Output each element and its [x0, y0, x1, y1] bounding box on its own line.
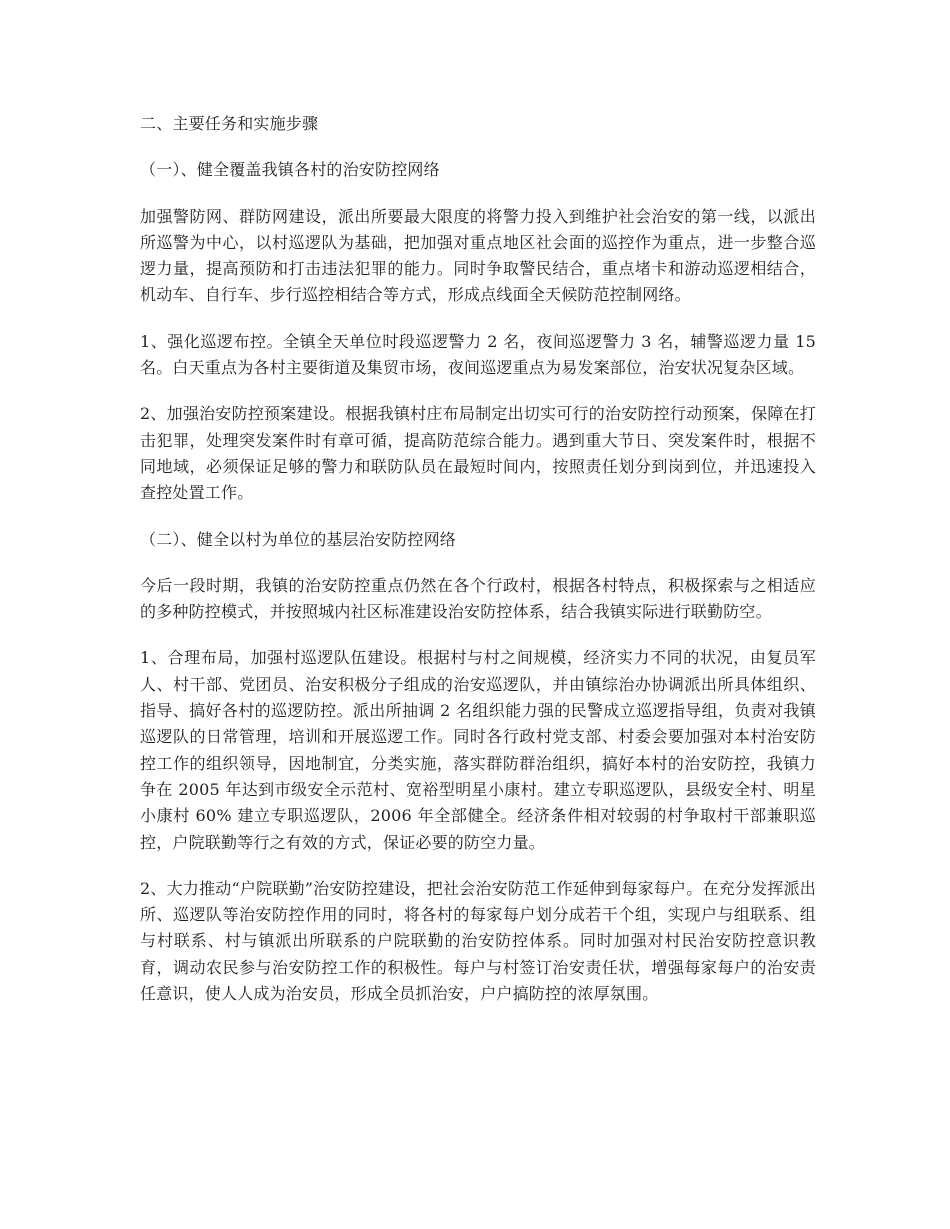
- subsection-1-intro: 加强警防网、群防网建设，派出所要最大限度的将警力投入到维护社会治安的第一线，以派出所巡警为中心，以村巡逻队为基础，把加强对重点地区社会面的巡控作为重点，进一步整合巡逻力量，提高预防和打击违法犯罪的能力。同时争取警民结合，重点堵卡和游动巡逻相结合，机动车、自行车、步行巡控相结合等方式，形成点线面全天候防范控制网络。: [140, 206, 816, 305]
- document-page: [140, 111, 816, 1027]
- subsection-1-item-2: 2、加强治安防控预案建设。根据我镇村庄布局制定出切实可行的治安防控行动预案，保障在打击犯罪，处理突发案件时有章可循，提高防范综合能力。遇到重大节日、突发案件时，根据不同地域，必须保证足够的警力和联防队员在最短时间内，按照责任划分到岗到位，并迅速投入查控处置工作。: [140, 404, 816, 503]
- subsection-2-item-2: 2、大力推动“户院联勤”治安防控建设，把社会治安防范工作延伸到每家每户。在充分发挥派出所、巡逻队等治安防控作用的同时，将各村的每家每户划分成若干个组，实现户与组联系、组与村联系、村与镇派出所联系的户院联勤的治安防控体系。同时加强对村民治安防控意识教育，调动农民参与治安防控工作的积极性。每户与村签订治安责任状，增强每家每户的治安责任意识，使人人成为治安员，形成全员抓治安，户户搞防控的浓厚氛围。: [140, 878, 816, 1004]
- subsection-1-item-1: 1、强化巡逻布控。全镇全天单位时段巡逻警力 2 名，夜间巡逻警力 3 名，辅警巡逻力量 15 名。白天重点为各村主要街道及集贸市场，夜间巡逻重点为易发案部位，治安状况复杂区域。: [140, 331, 816, 378]
- subsection-2-intro: 今后一段时期，我镇的治安防控重点仍然在各个行政村，根据各村特点，积极探索与之相适应的多种防控模式，并按照城内社区标准建设治安防控体系，结合我镇实际进行联勤防空。: [140, 575, 816, 622]
- section-heading: 二、主要任务和实施步骤: [140, 114, 319, 133]
- subsection-2-heading: （二）、健全以村为单位的基层治安防控网络: [140, 529, 457, 549]
- subsection-2-item-1: 1、合理布局，加强村巡逻队伍建设。根据村与村之间规模，经济实力不同的状况，由复员军人、村干部、党团员、治安积极分子组成的治安巡逻队，并由镇综治办协调派出所具体组织、指导、搞好各村的巡逻防控。派出所抽调 2 名组织能力强的民警成立巡逻指导组，负责对我镇巡逻队的日常管理，培训和开展巡逻工作。同时各行政村党支部、村委会要加强对本村治安防控工作的组织领导，因地制宜，分类实施，落实群防群治组织，搞好本村的治安防控，我镇力争在 2005 年达到市级安全示范村、宽裕型明星小康村。建立专职巡逻队，县级安全村、明星小康村 60% 建立专职巡逻队，2006 年全部健全。经济条件相对较弱的村争取村干部兼职巡控，户院联勤等行之有效的方式，保证必要的防空力量。: [140, 648, 816, 852]
- subsection-1-heading: （一）、健全覆盖我镇各村的治安防控网络: [140, 160, 440, 180]
